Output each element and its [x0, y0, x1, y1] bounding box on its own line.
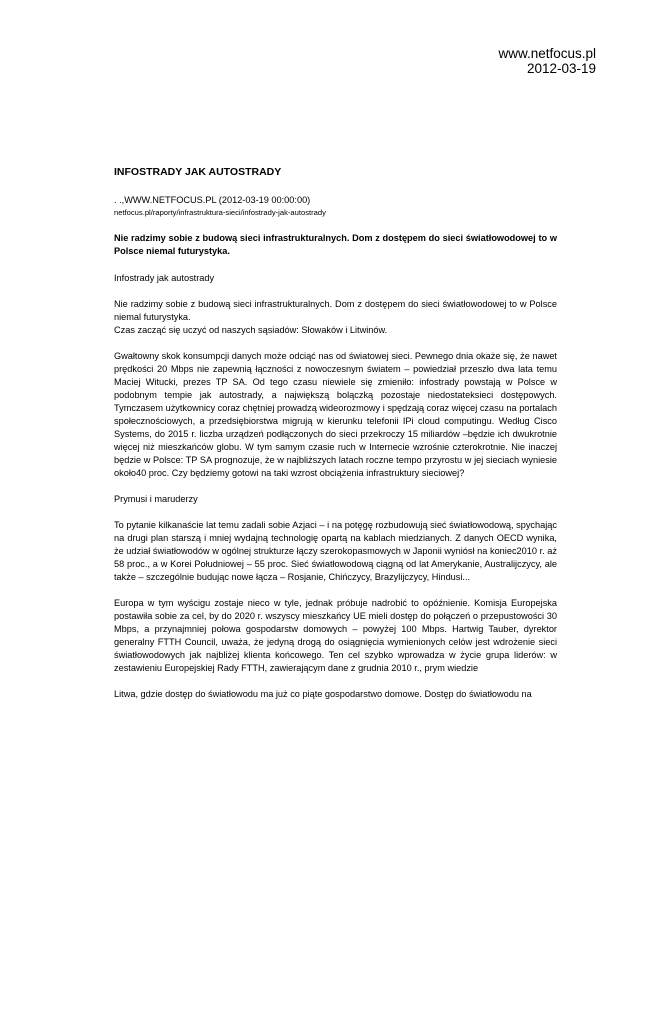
article	[114, 166, 557, 714]
article-url: netfocus.pl/raporty/infrastruktura-sieci/infostrady-jak-autostrady	[114, 208, 326, 217]
paragraph-3: To pytanie kilkanaście lat temu zadali sobie Azjaci – i na potęgę rozbudowują sieć światłowodową, spychając na drugi plan starszą i mniej wydajną technologię opartą na kablach miedzianych. Z danych OECD wynika, że udział światłowodów w ogólnej strukturze łączy szerokopasmowych w Japonii wyniósł na koniec2010 r. aż 58 proc., a w Korei Południowej – 55 proc. Sieć światłowodową ciągną od lat Amerykanie, Australijczycy, ale także – szczególnie budując nowe łącza – Rosjanie, Chińczycy, Brazylijczycy, Hindusi...	[114, 520, 557, 582]
paragraph-1b: Czas zacząć się uczyć od naszych sąsiadów: Słowaków i Litwinów.	[114, 325, 388, 335]
header-date: 2012-03-19	[526, 61, 596, 76]
paragraph-2: Gwałtowny skok konsumpcji danych może odciąć nas od światowej sieci. Pewnego dnia okaże się, że nawet prędkości 20 Mbps nie zapewnią łączności z nowoczesnym światem – powiedział przeszło dwa lata temu Maciej Witucki, prezes TP SA. Od tego czasu niewiele się zmieniło: infostrady powstają w Polsce w podobnym tempie jak autostrady, a największą bolączką pozostaje niedostateksieci dostępowych. Tymczasem użytkownicy coraz chętniej prowadzą wideorozmowy i spędzają coraz więcej czasu na portalach społecznościowych, a przedsiębiorstwa migrują w kierunku telefonii IPi cloud computingu. Według Cisco Systems, do 2015 r. liczba urządzeń podłączonych do sieci przekroczy 15 miliardów –będzie ich dwukrotnie więcej niż mieszkańców globu. W tym samym czasie ruch w Internecie wzrośnie czterokrotnie. Nie inaczej będzie w Polsce: TP SA prognozuje, że w najbliższych latach roczne tempo przyrostu w jej sieciach wyniesie około40 proc. Czy będziemy gotowi na taki wzrost obciążenia infrastruktury sieciowej?	[114, 351, 557, 478]
article-source: . .,WWW.NETFOCUS.PL (2012-03-19 00:00:00)	[114, 195, 311, 205]
section-heading: Prymusi i maruderzy	[114, 494, 198, 504]
article-title: INFOSTRADY JAK AUTOSTRADY	[114, 166, 282, 178]
paragraph-4: Europa w tym wyścigu zostaje nieco w tyle, jednak próbuje nadrobić to opóźnienie. Komisja Europejska postawiła sobie za cel, by do 2020 r. wszyscy mieszkańcy UE mieli dostęp do połączeń o przepustowości 30 Mbps, a przynajmniej połowa gospodarstw domowych – powyżej 100 Mbps. Hartwig Tauber, dyrektor generalny FTTH Council, uważa, że jedyną drogą do osiągnięcia wymienionych celów jest wdrożenie sieci światłowodowych jak najbliżej klienta końcowego. Ten cel szybko wprowadza w życie grupa liderów: w zestawieniu Europejskiej Rady FTTH, zawierającym dane z grudnia 2010 r., prym wiedzie	[114, 598, 557, 673]
header-site: www.netfocus.pl	[498, 46, 596, 61]
article-subtitle: Infostrady jak autostrady	[114, 273, 215, 283]
page-header	[498, 46, 596, 76]
paragraph-1: Nie radzimy sobie z budową sieci infrastrukturalnych. Dom z dostępem do sieci światłowodowej to w Polsce niemal futurystyka.	[114, 299, 557, 322]
article-lead: Nie radzimy sobie z budową sieci infrastrukturalnych. Dom z dostępem do sieci światłowodowej to w Polsce niemal futurystyka.	[114, 233, 557, 256]
paragraph-5: Litwa, gdzie dostęp do światłowodu ma już co piąte gospodarstwo domowe. Dostęp do światłowodu na	[114, 689, 532, 699]
